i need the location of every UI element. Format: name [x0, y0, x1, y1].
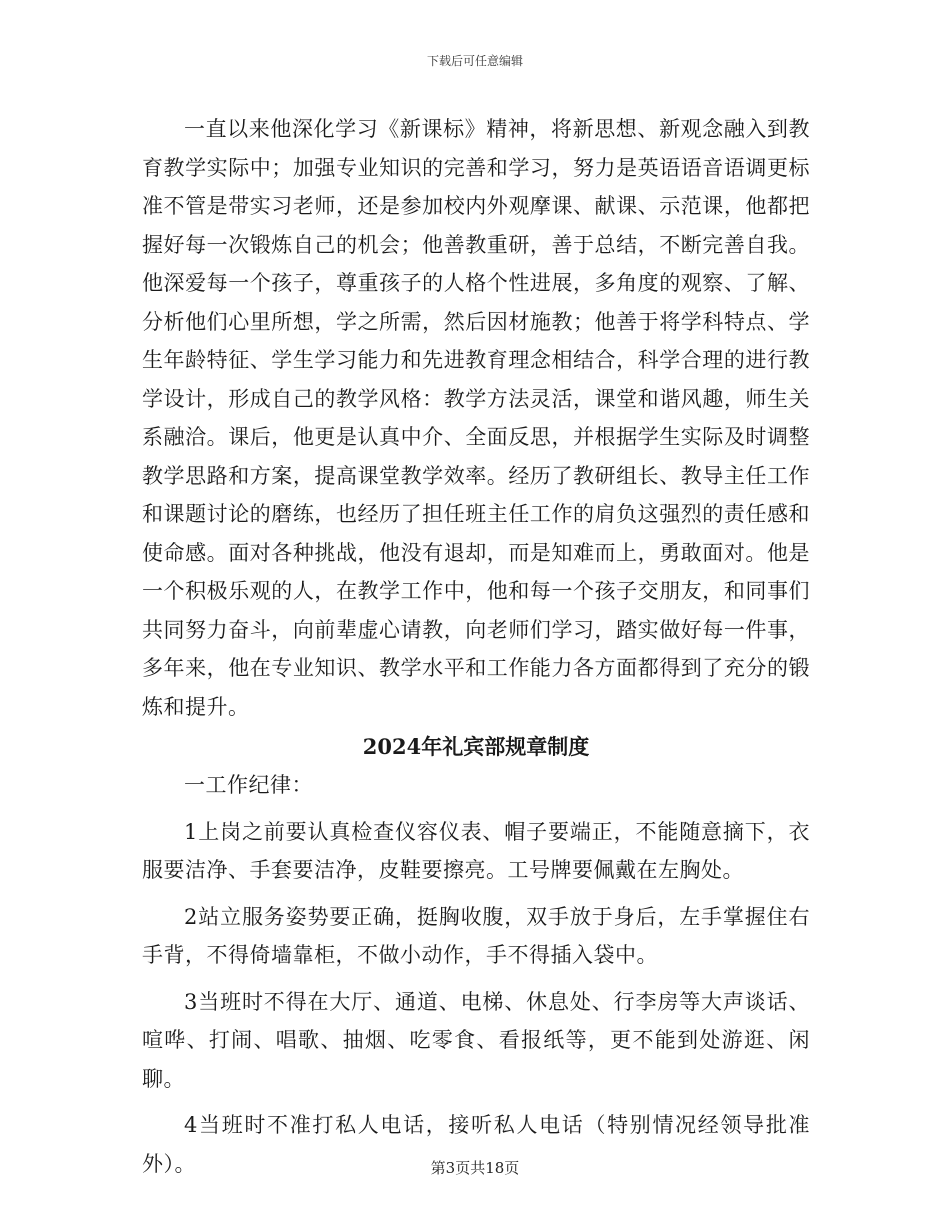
rule-item-2: 2站立服务姿势要正确，挺胸收腹，双手放于身后，左手掌握住右手背，不得倚墙靠柜，不做小动作，手不得插入袋中。: [142, 904, 810, 967]
page-footer: 第3页共18页: [430, 1159, 520, 1177]
rule-item-3: 3当班时不得在大厅、通道、电梯、休息处、行李房等大声谈话、喧哗、打闹、唱歌、抽烟、吃零食、看报纸等，更不能到处游逛、闲聊。: [142, 989, 810, 1091]
rule-item-1: 1上岗之前要认真检查仪容仪表、帽子要端正，不能随意摘下，衣服要洁净、手套要洁净，皮鞋要擦亮。工号牌要佩戴在左胸处。: [142, 819, 810, 882]
section-subheading: 一工作纪律：: [184, 773, 313, 797]
section-title: 2024年礼宾部规章制度: [362, 734, 590, 759]
intro-paragraph: 一直以来他深化学习《新课标》精神，将新思想、新观念融入到教育教学实际中；加强专业知识的完善和学习，努力是英语语音语调更标准不管是带实习老师，还是参加校内外观摩课、献课、示范课，他都把握好每一次锻炼自己的机会；他善教重研，善于总结，不断完善自我。他深爱每一个孩子，尊重孩子的人格个性进展，多角度的观察、了解、分析他们心里所想，学之所需，然后因材施教；他善于将学科特点、学生年龄特征、学生学习能力和先进教育理念相结合，科学合理的进行教学设计，形成自己的教学风格：教学方法灵活，课堂和谐风趣，师生关系融洽。课后，他更是认真中介、全面反思，并根据学生实际及时调整教学思路和方案，提高课堂教学效率。经历了教研组长、教导主任工作和课题讨论的磨练，也经历了担任班主任工作的肩负这强烈的责任感和使命感。面对各种挑战，他没有退却，而是知难而上，勇敢面对。他是一个积极乐观的人，在教学工作中，他和每一个孩子交朋友，和同事们共同努力奋斗，向前辈虚心请教，向老师们学习，踏实做好每一件事，多年来，他在专业知识、教学水平和工作能力各方面都得到了充分的锻炼和提升。: [142, 117, 810, 719]
page-header: 下载后可任意编辑: [426, 54, 523, 68]
rule-item-4: 4当班时不准打私人电话，接听私人电话（特别情况经领导批准外）。: [142, 1113, 810, 1176]
document-body: [142, 110, 810, 1183]
